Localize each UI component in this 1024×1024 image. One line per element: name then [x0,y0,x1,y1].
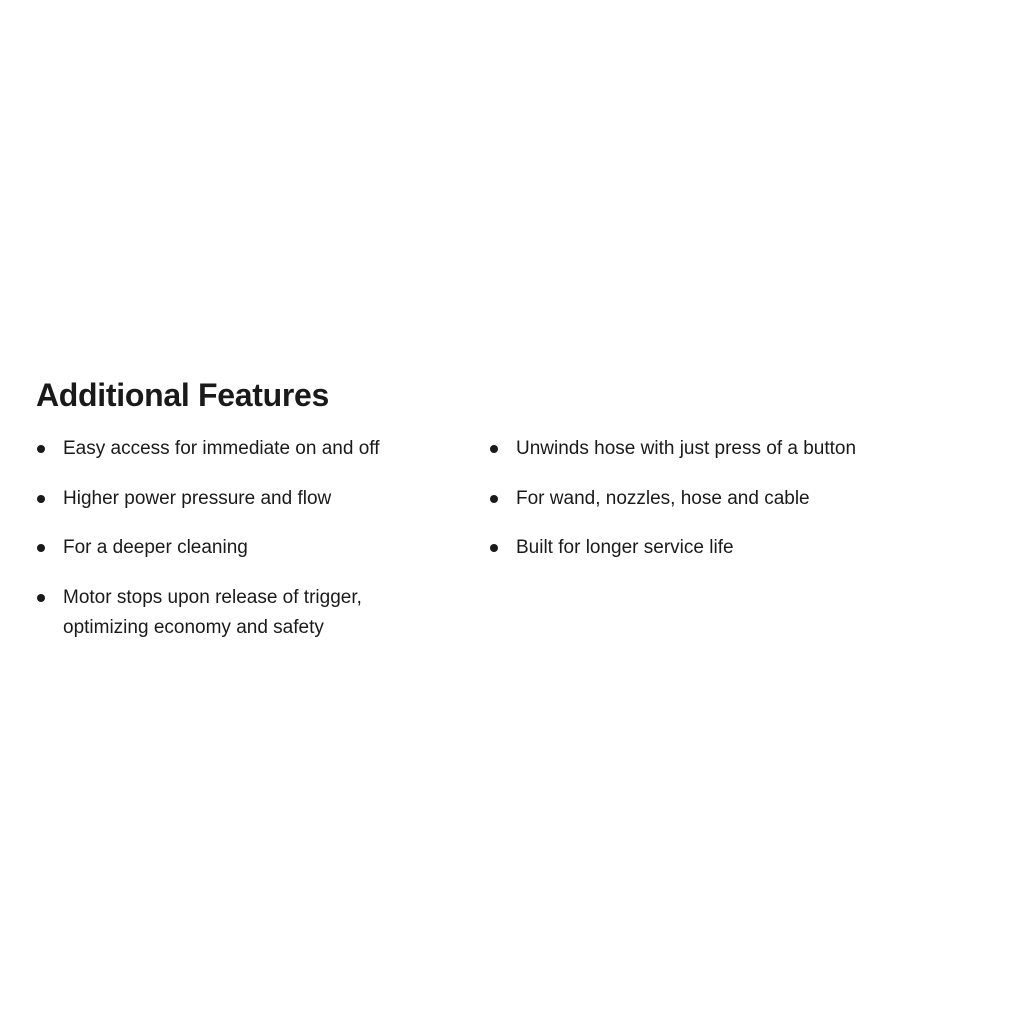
feature-text: Easy access for immediate on and off [63,438,380,459]
feature-item [489,434,909,464]
feature-text: Built for longer service life [516,537,734,558]
bullet-dot-icon [490,445,498,453]
bullet-dot-icon [37,594,45,602]
feature-text: For a deeper cleaning [63,537,248,558]
feature-text: Higher power pressure and flow [63,487,332,509]
feature-text: Unwinds hose with just press of a button [516,438,857,459]
feature-text: For wand, nozzles, hose and cable [516,487,810,509]
feature-item [489,484,909,514]
section-title: Additional Features [36,377,330,413]
bullet-dot-icon [37,445,45,453]
feature-item [36,583,436,643]
bullet-dot-icon [37,495,45,503]
feature-item [36,434,436,464]
feature-list-right [489,434,909,583]
feature-item [36,484,436,514]
bullet-dot-icon [490,495,498,503]
feature-item [489,533,909,563]
feature-text: Motor stops upon release of trigger, optimizing economy and safety [63,586,362,638]
additional-features-section [36,374,956,638]
feature-list-left [36,434,436,662]
feature-item [36,533,436,563]
bullet-dot-icon [37,544,45,552]
bullet-dot-icon [490,544,498,552]
